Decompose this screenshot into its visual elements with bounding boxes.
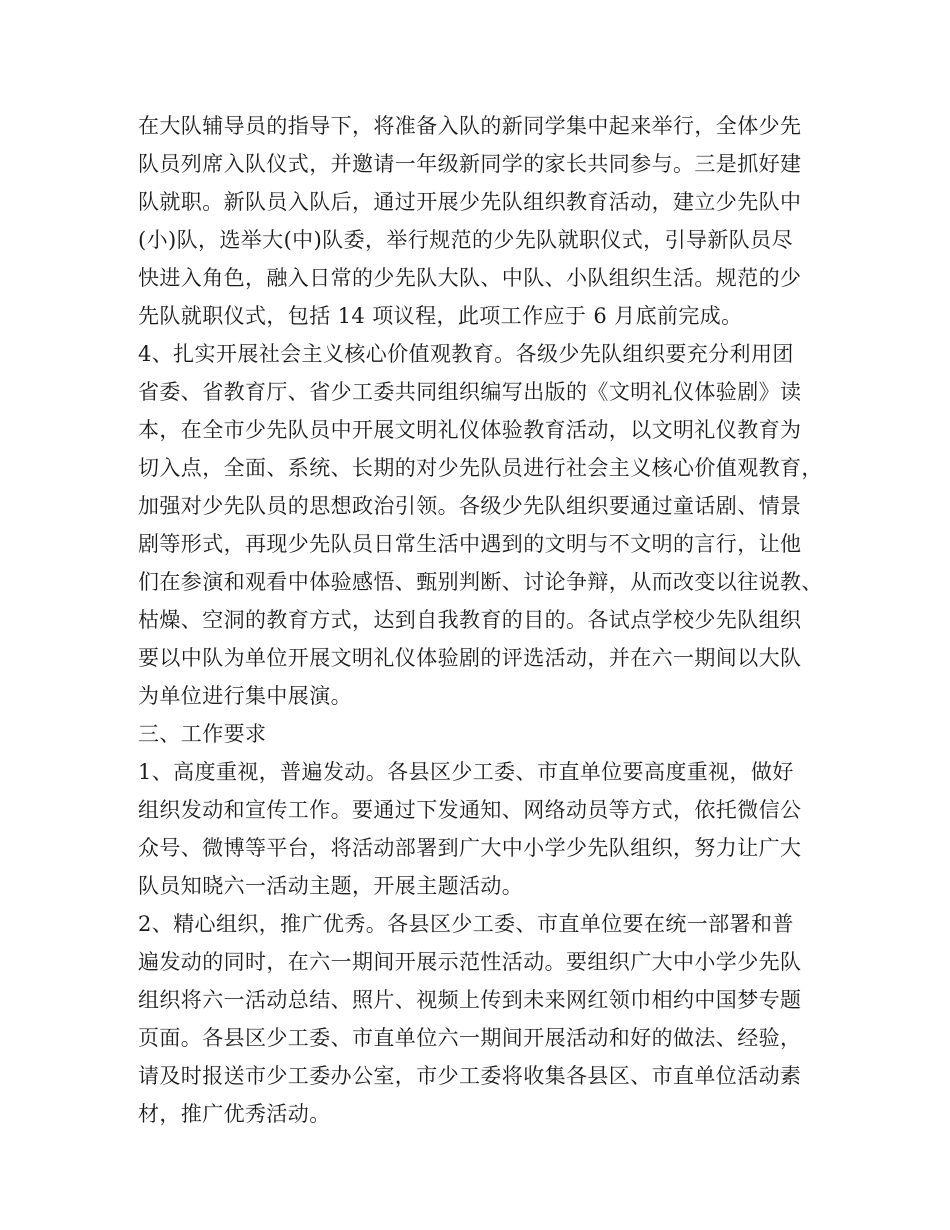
document-body xyxy=(138,107,828,1133)
section-heading: 三、工作要求 xyxy=(138,722,267,746)
text-line: 切入点，全面、系统、长期的对少先队员进行社会主义核心价值观教育， xyxy=(138,456,823,480)
text-line: 队就职。新队员入队后，通过开展少先队组织教育活动，建立少先队中 xyxy=(138,190,802,214)
text-line: 在大队辅导员的指导下，将准备入队的新同学集中起来举行，全体少先 xyxy=(138,114,802,138)
text-line: 们在参演和观看中体验感悟、甄别判断、讨论争辩，从而改变以往说教、 xyxy=(138,570,823,594)
text-line: 枯燥、空洞的教育方式，达到自我教育的目的。各试点学校少先队组织 xyxy=(138,608,802,632)
text-line: 4、扎实开展社会主义核心价值观教育。各级少先队组织要充分利用团 xyxy=(138,342,794,366)
text-line: 2、精心组织，推广优秀。各县区少工委、市直单位要在统一部署和普 xyxy=(138,912,794,936)
text-line: 组织将六一活动总结、照片、视频上传到未来网红领巾相约中国梦专题 xyxy=(138,988,802,1012)
text-line: 剧等形式，再现少先队员日常生活中遇到的文明与不文明的言行，让他 xyxy=(138,532,802,556)
text-line: 组织发动和宣传工作。要通过下发通知、网络动员等方式，依托微信公 xyxy=(138,798,802,822)
text-line: 众号、微博等平台，将活动部署到广大中小学少先队组织，努力让广大 xyxy=(138,836,802,860)
text-line: 1、高度重视，普遍发动。各县区少工委、市直单位要高度重视，做好 xyxy=(138,760,794,784)
text-line: 页面。各县区少工委、市直单位六一期间开展活动和好的做法、经验， xyxy=(138,1026,802,1050)
text-line: 本，在全市少先队员中开展文明礼仪体验教育活动，以文明礼仪教育为 xyxy=(138,418,802,442)
text-line: 材，推广优秀活动。 xyxy=(138,1102,331,1126)
text-line: 队员知晓六一活动主题，开展主题活动。 xyxy=(138,874,524,898)
text-line: 队员列席入队仪式，并邀请一年级新同学的家长共同参与。三是抓好建 xyxy=(138,152,802,176)
text-line: 为单位进行集中展演。 xyxy=(138,684,352,708)
text-line: 请及时报送市少工委办公室，市少工委将收集各县区、市直单位活动素 xyxy=(138,1064,802,1088)
text-line: 遍发动的同时，在六一期间开展示范性活动。要组织广大中小学少先队 xyxy=(138,950,802,974)
text-line: (小)队，选举大(中)队委，举行规范的少先队就职仪式，引导新队员尽 xyxy=(138,228,793,252)
text-line: 要以中队为单位开展文明礼仪体验剧的评选活动，并在六一期间以大队 xyxy=(138,646,802,670)
text-line: 加强对少先队员的思想政治引领。各级少先队组织要通过童话剧、情景 xyxy=(138,494,802,518)
text-line: 省委、省教育厅、省少工委共同组织编写出版的《文明礼仪体验剧》读 xyxy=(138,380,802,404)
text-line: 先队就职仪式，包括 14 项议程，此项工作应于 6 月底前完成。 xyxy=(138,304,743,328)
text-line: 快进入角色，融入日常的少先队大队、中队、小队组织生活。规范的少 xyxy=(138,266,802,290)
